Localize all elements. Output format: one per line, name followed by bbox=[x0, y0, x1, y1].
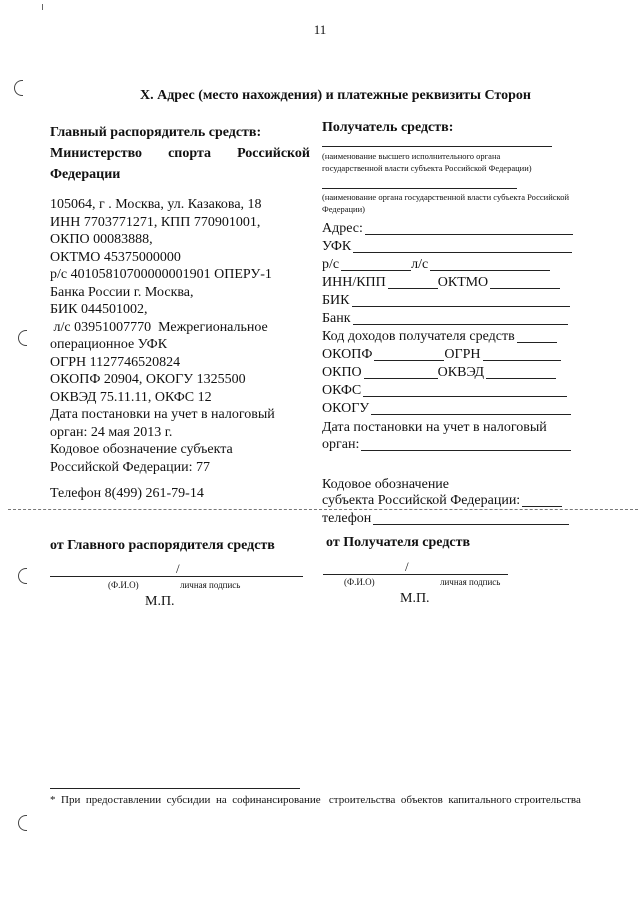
chief-manager-stamp-place: М.П. bbox=[145, 594, 175, 609]
detail-line: л/с 03951007770 Межрегиональное bbox=[50, 319, 268, 335]
binder-hole-mark bbox=[18, 815, 27, 831]
detail-line: орган: 24 мая 2013 г. bbox=[50, 424, 173, 440]
address-field: Адрес: bbox=[322, 220, 578, 238]
okopf-ogrn-field: ОКОПФ ОГРН bbox=[322, 346, 578, 364]
chief-manager-details bbox=[50, 196, 310, 476]
detail-line: Банка России г. Москва, bbox=[50, 284, 194, 300]
section-title: X. Адрес (место нахождения) и платежные реквизиты Сторон bbox=[140, 88, 531, 103]
recipient-phone-field: телефон bbox=[322, 510, 569, 528]
tax-registration-label: Дата постановки на учет в налоговый bbox=[322, 420, 547, 435]
recipient-fio-caption: (Ф.И.О) bbox=[344, 577, 375, 587]
recipient-stamp-place: М.П. bbox=[400, 591, 430, 606]
ufk-field: УФК bbox=[322, 238, 578, 256]
binder-hole-mark bbox=[18, 568, 27, 584]
chief-manager-fio-caption: (Ф.И.О) bbox=[108, 580, 139, 590]
bik-field: БИК bbox=[322, 292, 578, 310]
inn-kpp-field: ИНН/КПП ОКТМО bbox=[322, 274, 578, 292]
detail-line: ИНН 7703771271, КПП 770901001, bbox=[50, 214, 261, 230]
footnote: * При предоставлении субсидии на софинансирование строительства объектов капитального строительства bbox=[50, 794, 581, 806]
okogu-field: ОКОГУ bbox=[322, 400, 578, 418]
binder-hole-mark bbox=[14, 80, 23, 96]
recipient-note: (наименование высшего исполнительного органа государственной власти субъекта Российской Федерации) bbox=[322, 151, 532, 173]
signature-slash: / bbox=[405, 559, 409, 574]
detail-line: Дата постановки на учет в налоговый bbox=[50, 407, 275, 422]
detail-line: 105064, г . Москва, ул. Казакова, 18 bbox=[50, 197, 262, 212]
footnote-separator bbox=[50, 788, 300, 789]
recipient-block bbox=[322, 120, 578, 454]
chief-manager-block bbox=[50, 122, 310, 476]
detail-line: р/с 40105810700000001901 ОПЕРУ-1 bbox=[50, 267, 272, 282]
detail-line: ОКПО 00083888, bbox=[50, 232, 153, 247]
chief-manager-phone: Телефон 8(499) 261-79-14 bbox=[50, 486, 204, 501]
account-field: р/с л/с bbox=[322, 256, 578, 274]
bank-field: Банк bbox=[322, 310, 578, 328]
recipient-sign-caption: личная подпись bbox=[440, 577, 501, 587]
detail-line: ОКОПФ 20904, ОКОГУ 1325500 bbox=[50, 372, 246, 387]
recipient-signature-line bbox=[323, 574, 508, 575]
detail-line: Российской Федерации: 77 bbox=[50, 459, 211, 475]
signature-slash: / bbox=[176, 561, 180, 576]
recipient-name-line bbox=[322, 136, 552, 147]
detail-line: ОКТМО 45375000000 bbox=[50, 249, 181, 265]
detail-line: Кодовое обозначение субъекта bbox=[50, 442, 233, 457]
chief-manager-sign-caption: личная подпись bbox=[180, 580, 241, 590]
chief-manager-signature-title: от Главного распорядителя средств bbox=[50, 538, 275, 553]
recipient-heading: Получатель средств: bbox=[322, 120, 454, 135]
detail-line: операционное УФК bbox=[50, 337, 168, 352]
authority-name-line bbox=[322, 174, 517, 189]
region-code-label: Кодовое обозначение bbox=[322, 477, 450, 492]
okfs-field: ОКФС bbox=[322, 382, 578, 400]
detail-line: ОКВЭД 75.11.11, ОКФС 12 bbox=[50, 389, 212, 405]
recipient-signature-title: от Получателя средств bbox=[326, 535, 471, 550]
region-code-field: субъекта Российской Федерации: bbox=[322, 492, 562, 510]
detail-line: БИК 044501002, bbox=[50, 302, 148, 317]
tax-registration-field: орган: bbox=[322, 436, 578, 454]
okpo-okved-field: ОКПО ОКВЭД bbox=[322, 364, 578, 382]
chief-manager-heading: Главный распорядитель средств: Министерство спорта Российской Федерации bbox=[50, 125, 310, 182]
page-number: 11 bbox=[313, 22, 327, 37]
scan-mark bbox=[42, 4, 43, 10]
authority-note: (наименование органа государственной власти субъекта Российской Федерации) bbox=[322, 192, 570, 214]
income-code-field: Код доходов получателя средств bbox=[322, 328, 578, 346]
detail-line: ОГРН 1127746520824 bbox=[50, 354, 181, 370]
binder-hole-mark bbox=[18, 330, 27, 346]
